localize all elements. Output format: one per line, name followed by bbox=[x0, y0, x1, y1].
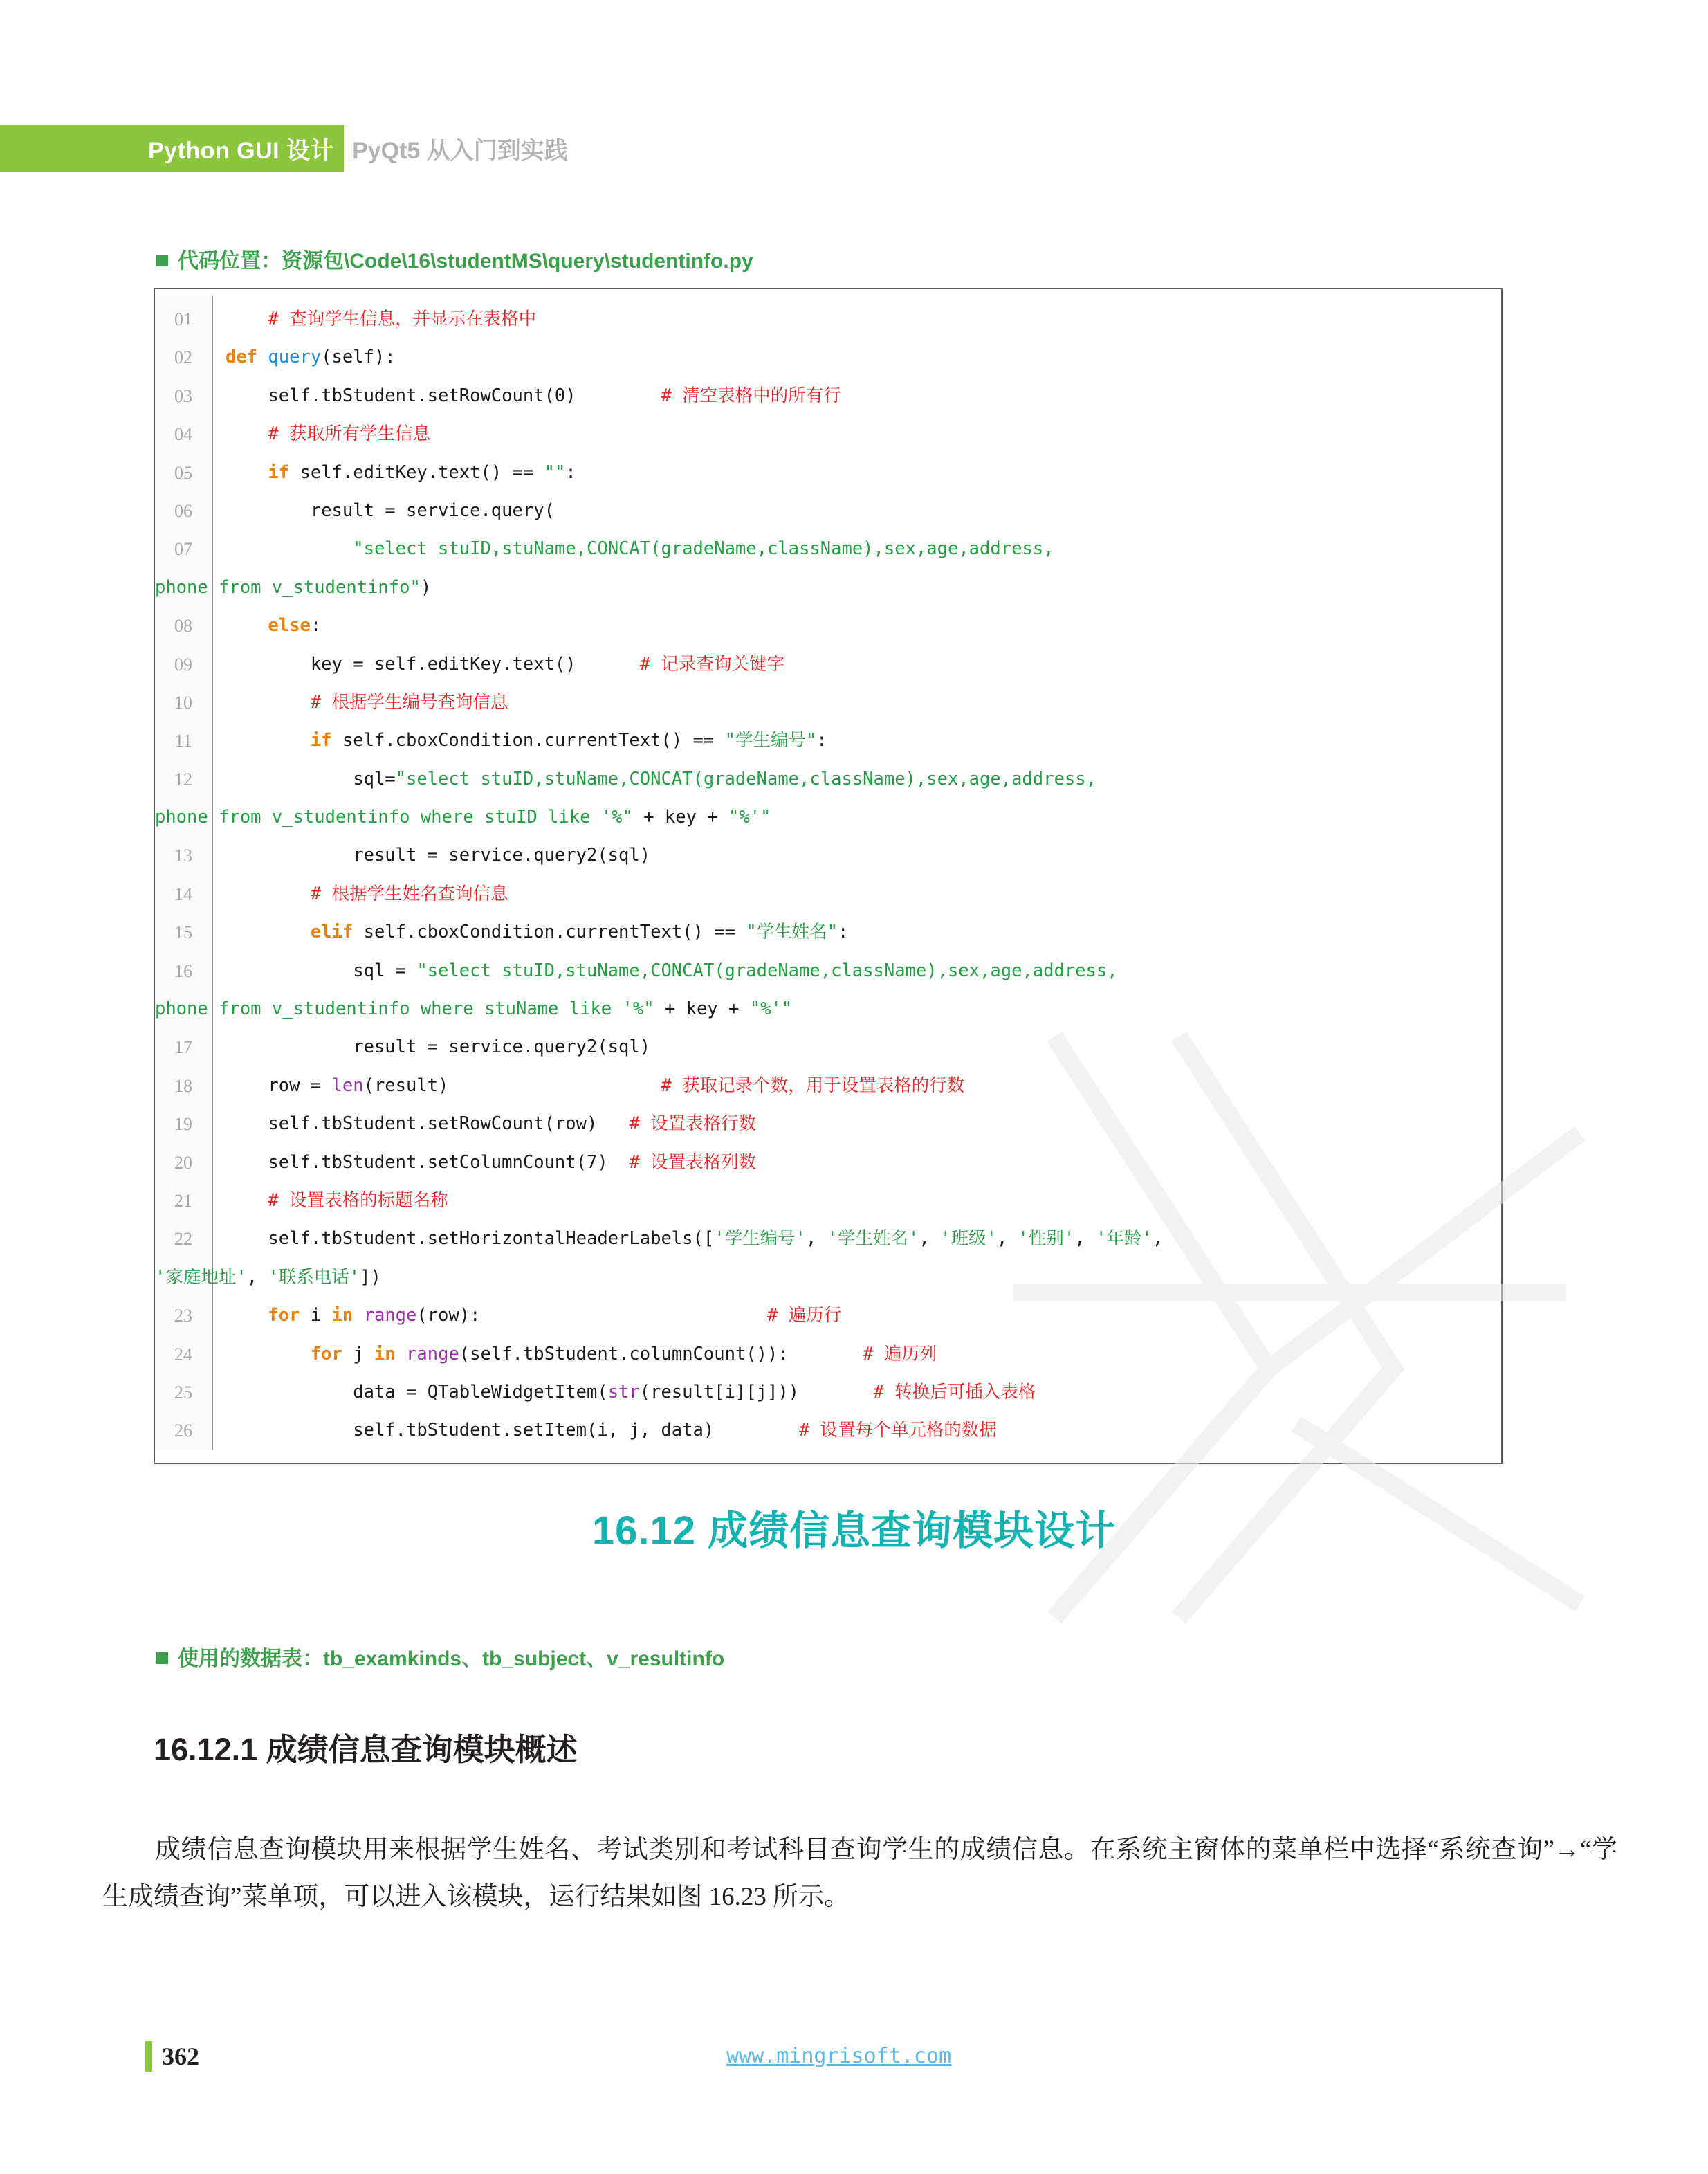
code-token: # 记录查询关键字 bbox=[639, 653, 784, 675]
code-token: , bbox=[996, 1228, 1018, 1250]
code-line-continuation bbox=[155, 798, 1501, 837]
code-token: "学生姓名" bbox=[746, 922, 838, 943]
tables-note-label: 使用的数据表：tb_examkinds、tb_subject、v_resultinfo bbox=[178, 1647, 725, 1670]
code-token: (result) bbox=[363, 1075, 449, 1096]
code-line bbox=[226, 646, 1501, 684]
code-token: '学生姓名' bbox=[827, 1228, 919, 1250]
code-token: "" bbox=[544, 462, 566, 483]
code-token: # 清空表格中的所有行 bbox=[661, 385, 841, 406]
code-token: def bbox=[226, 347, 268, 368]
code-line bbox=[226, 492, 1501, 530]
code-token: # 设置表格行数 bbox=[629, 1113, 757, 1135]
code-line-number: 26 bbox=[174, 1421, 192, 1441]
code-line-number: 11 bbox=[174, 731, 192, 751]
code-line bbox=[226, 454, 1501, 492]
code-token: '年龄' bbox=[1095, 1228, 1153, 1250]
code-token: self.editKey.text() == bbox=[289, 462, 544, 483]
code-token bbox=[226, 462, 268, 483]
code-token: , bbox=[1152, 1228, 1164, 1250]
subsection-heading: 16.12.1 成绩信息查询模块概述 bbox=[154, 1732, 578, 1767]
code-token: if bbox=[310, 730, 332, 751]
code-line bbox=[226, 530, 1501, 568]
code-token: "%'" bbox=[728, 807, 771, 828]
code-line-number: 06 bbox=[174, 500, 192, 521]
code-token: # 查询学生信息，并显示在表格中 bbox=[268, 309, 537, 329]
code-line-number: 21 bbox=[174, 1190, 192, 1211]
code-line-number: 17 bbox=[174, 1037, 192, 1058]
running-head-subtitle: PyQt5 从入门到实践 bbox=[344, 125, 652, 172]
code-token: '学生编号' bbox=[714, 1228, 806, 1250]
code-token: # 获取所有学生信息 bbox=[268, 423, 431, 445]
code-token: self.tbStudent.setItem(i, j, data) bbox=[226, 1420, 715, 1441]
code-token: self.tbStudent.setColumnCount(7) bbox=[226, 1151, 608, 1173]
code-line bbox=[226, 952, 1501, 990]
code-token: if bbox=[268, 462, 290, 483]
code-token bbox=[799, 1382, 873, 1403]
code-token: for bbox=[310, 1343, 342, 1364]
code-line-number: 18 bbox=[174, 1075, 192, 1096]
code-location-note bbox=[156, 244, 753, 274]
code-line-number: 23 bbox=[174, 1306, 192, 1326]
code-token bbox=[576, 654, 640, 675]
code-line-number: 20 bbox=[174, 1152, 192, 1173]
code-token: i bbox=[300, 1305, 332, 1326]
code-token: : bbox=[838, 922, 849, 943]
code-token: # 转换后可插入表格 bbox=[873, 1381, 1036, 1403]
code-token: (self): bbox=[321, 347, 396, 368]
code-line bbox=[226, 1373, 1501, 1412]
code-line-number: 10 bbox=[174, 692, 192, 713]
code-token bbox=[226, 1305, 268, 1326]
code-line-number: 08 bbox=[174, 616, 192, 637]
code-line bbox=[226, 760, 1501, 798]
code-token: '班级' bbox=[940, 1228, 997, 1250]
code-token: self.tbStudent.setHorizontalHeaderLabels([ bbox=[226, 1228, 715, 1250]
code-line bbox=[226, 1028, 1501, 1066]
running-head bbox=[0, 125, 652, 172]
code-line bbox=[226, 1067, 1501, 1105]
code-line-number: 03 bbox=[174, 385, 192, 406]
code-line-number: 02 bbox=[174, 347, 192, 368]
code-line bbox=[226, 1412, 1501, 1450]
code-line-number: 13 bbox=[174, 846, 192, 866]
code-token: "select stuID,stuName,CONCAT(gradeName,className),sex,age,address, bbox=[416, 960, 1118, 981]
code-line-number: 09 bbox=[174, 654, 192, 675]
code-token bbox=[226, 423, 268, 444]
code-token: len bbox=[331, 1075, 364, 1096]
code-token bbox=[576, 385, 661, 406]
publisher-website-link[interactable]: www.mingrisoft.com bbox=[726, 2044, 952, 2068]
code-token: (result[i][j])) bbox=[639, 1381, 800, 1403]
code-token bbox=[597, 1113, 629, 1134]
code-token: elif bbox=[310, 922, 353, 943]
code-line-number: 19 bbox=[174, 1114, 192, 1135]
code-token bbox=[714, 1420, 799, 1441]
page-number-group bbox=[145, 2041, 199, 2072]
code-token: self.cboxCondition.currentText() == bbox=[331, 730, 725, 751]
code-token: result = service.query( bbox=[226, 500, 555, 521]
code-line bbox=[226, 300, 1501, 338]
body-paragraph: 成绩信息查询模块用来根据学生姓名、考试类别和考试科目查询学生的成绩信息。在系统主窗体的菜单栏中选择“系统查询”→“学生成绩查询”菜单项，可以进入该模块，运行结果如图 16.23 所示。 bbox=[102, 1836, 1617, 1911]
code-token: # 根据学生编号查询信息 bbox=[310, 691, 508, 713]
code-line-number: 16 bbox=[174, 960, 192, 981]
code-token: ) bbox=[420, 576, 432, 598]
code-token: in bbox=[374, 1343, 396, 1364]
code-token: self.tbStudent.setRowCount(row) bbox=[226, 1113, 598, 1135]
code-line bbox=[226, 875, 1501, 913]
page-footer bbox=[0, 2041, 1708, 2083]
code-line bbox=[226, 1144, 1501, 1182]
code-token: ]) bbox=[360, 1266, 381, 1288]
code-token: for bbox=[268, 1305, 300, 1326]
tables-note bbox=[156, 1641, 724, 1672]
code-token bbox=[226, 615, 268, 636]
code-token: , bbox=[805, 1228, 827, 1250]
code-token bbox=[789, 1344, 863, 1364]
code-token: : bbox=[310, 615, 322, 637]
code-token: : bbox=[565, 462, 576, 483]
code-token: "学生编号" bbox=[724, 730, 817, 751]
code-line-number: 12 bbox=[174, 769, 192, 789]
code-token: # 设置表格列数 bbox=[629, 1151, 757, 1173]
code-token bbox=[226, 1190, 268, 1211]
page-number-bar-icon bbox=[145, 2041, 152, 2072]
code-token: : bbox=[816, 730, 827, 751]
code-token: str bbox=[607, 1381, 640, 1403]
code-line-number: 14 bbox=[174, 884, 192, 904]
code-token: sql = bbox=[226, 960, 417, 981]
code-token: # 获取记录个数，用于设置表格的行数 bbox=[661, 1075, 965, 1096]
code-token: '联系电话' bbox=[268, 1266, 360, 1288]
code-token bbox=[396, 1344, 406, 1364]
code-token: phone from v_studentinfo where stuID like '%" bbox=[155, 807, 633, 828]
code-line-number: 01 bbox=[174, 309, 192, 329]
code-token: , bbox=[246, 1266, 268, 1288]
code-line-number: 25 bbox=[174, 1382, 192, 1403]
code-token bbox=[226, 692, 311, 713]
code-token: "select stuID,stuName,CONCAT(gradeName,className),sex,age,address, bbox=[395, 768, 1096, 789]
code-line bbox=[226, 338, 1501, 376]
code-token: row = bbox=[226, 1075, 332, 1096]
square-bullet-icon bbox=[156, 255, 168, 266]
code-token: # 根据学生姓名查询信息 bbox=[310, 883, 508, 904]
code-token bbox=[481, 1305, 768, 1326]
code-token bbox=[608, 1152, 630, 1173]
code-token bbox=[226, 1344, 311, 1364]
code-token: query bbox=[268, 347, 322, 368]
code-line bbox=[226, 607, 1501, 645]
code-token: (self.tbStudent.columnCount()): bbox=[459, 1343, 789, 1364]
code-token bbox=[226, 922, 311, 942]
code-token: self.cboxCondition.currentText() == bbox=[353, 922, 746, 943]
code-token: "select stuID,stuName,CONCAT(gradeName,className),sex,age,address, bbox=[353, 538, 1054, 560]
code-token: range bbox=[363, 1305, 417, 1326]
code-line bbox=[226, 377, 1501, 415]
code-token: key = self.editKey.text() bbox=[226, 653, 576, 675]
code-line bbox=[226, 722, 1501, 760]
code-line bbox=[226, 1297, 1501, 1335]
code-line-continuation bbox=[155, 990, 1501, 1028]
code-token bbox=[226, 309, 268, 329]
code-line-number: 07 bbox=[174, 539, 192, 560]
code-line bbox=[226, 837, 1501, 875]
code-token: # 遍历列 bbox=[863, 1343, 937, 1364]
code-token bbox=[226, 730, 311, 751]
code-listing bbox=[154, 288, 1503, 1464]
code-line bbox=[226, 913, 1501, 951]
code-line-continuation bbox=[155, 1259, 1501, 1297]
code-token: + key + bbox=[654, 998, 750, 1020]
code-token: j bbox=[342, 1343, 374, 1364]
code-token bbox=[448, 1075, 661, 1096]
code-line-number: 05 bbox=[174, 462, 192, 483]
code-token: phone from v_studentinfo" bbox=[155, 576, 421, 598]
code-token: "%'" bbox=[749, 998, 793, 1020]
code-token: + key + bbox=[632, 807, 729, 828]
code-line-number: 15 bbox=[174, 922, 192, 943]
code-token: in bbox=[331, 1305, 353, 1326]
code-token: # 设置每个单元格的数据 bbox=[799, 1420, 997, 1441]
square-bullet-icon bbox=[156, 1652, 168, 1664]
running-head-book-title: Python GUI 设计 bbox=[148, 137, 335, 164]
code-token: # 设置表格的标题名称 bbox=[268, 1189, 448, 1211]
code-token: '性别' bbox=[1018, 1228, 1075, 1250]
code-token: # 遍历行 bbox=[767, 1305, 842, 1326]
code-token bbox=[226, 884, 311, 904]
code-line bbox=[226, 684, 1501, 722]
code-token bbox=[353, 1305, 363, 1326]
code-token: , bbox=[1074, 1228, 1096, 1250]
code-token: (row): bbox=[416, 1305, 481, 1326]
section-heading: 16.12 成绩信息查询模块设计 bbox=[591, 1508, 1117, 1553]
code-token: sql= bbox=[226, 768, 396, 789]
code-token: self.tbStudent.setRowCount(0) bbox=[226, 385, 576, 406]
code-token: phone from v_studentinfo where stuName like '%" bbox=[155, 998, 654, 1020]
code-token bbox=[226, 538, 353, 559]
code-token: result = service.query2(sql) bbox=[226, 845, 651, 866]
code-line bbox=[226, 1220, 1501, 1258]
code-line-number: 24 bbox=[174, 1344, 192, 1364]
code-line bbox=[226, 415, 1501, 453]
page-number: 362 bbox=[162, 2043, 199, 2070]
code-line-continuation bbox=[155, 569, 1501, 607]
code-token: range bbox=[406, 1343, 459, 1364]
code-token: data = QTableWidgetItem( bbox=[226, 1381, 608, 1403]
code-token: '家庭地址' bbox=[155, 1266, 247, 1288]
code-token: else bbox=[268, 615, 311, 637]
code-token: , bbox=[919, 1228, 941, 1250]
code-location-label: 代码位置：资源包\Code\16\studentMS\query\studentinfo.py bbox=[178, 250, 753, 273]
code-line bbox=[226, 1335, 1501, 1373]
code-token: result = service.query2(sql) bbox=[226, 1036, 651, 1058]
code-line bbox=[226, 1182, 1501, 1220]
code-line-number: 22 bbox=[174, 1229, 192, 1250]
code-line-number: 04 bbox=[174, 424, 192, 445]
code-line bbox=[226, 1105, 1501, 1143]
